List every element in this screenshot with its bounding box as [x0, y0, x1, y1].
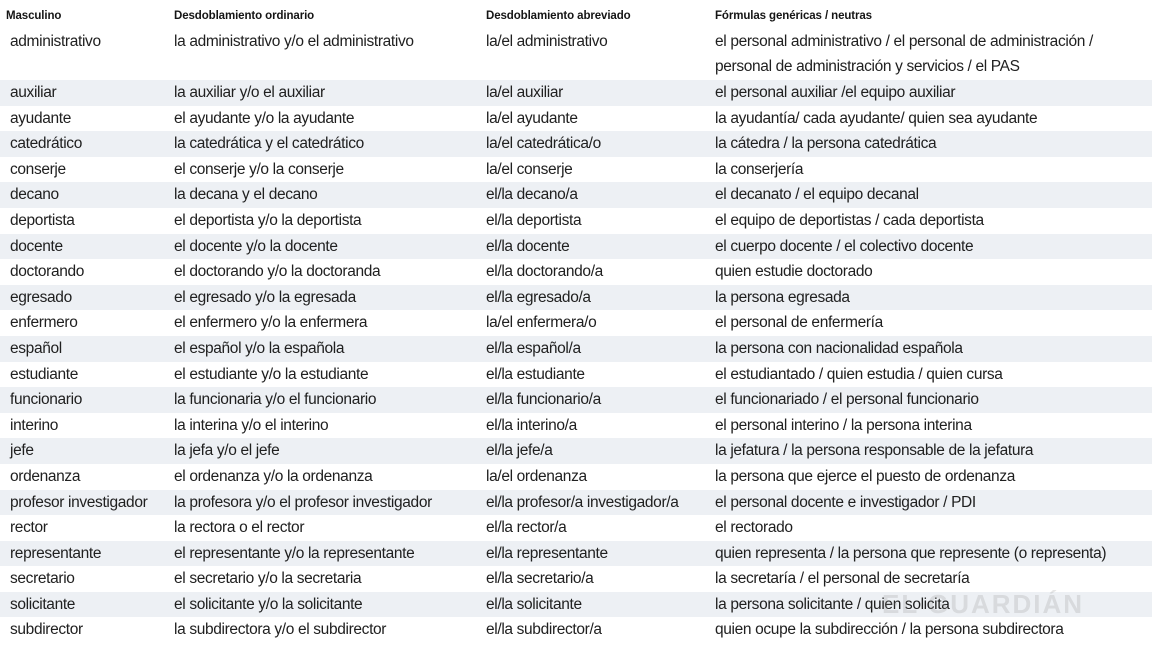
cell-ordinario: la decana y el decano — [174, 186, 318, 204]
cell-abreviado: el/la solicitante — [486, 595, 582, 613]
cell-generica: la persona egresada — [715, 288, 850, 306]
cell-ordinario: el deportista y/o la deportista — [174, 211, 362, 229]
cell-ordinario: la profesora y/o el profesor investigador — [174, 493, 432, 511]
table-row — [0, 208, 1152, 234]
cell-ordinario: la rectora o el rector — [174, 519, 305, 537]
table-row — [0, 106, 1152, 132]
cell-ordinario: el docente y/o la docente — [174, 237, 338, 255]
cell-abreviado: el/la español/a — [486, 339, 581, 357]
cell-masculino: funcionario — [10, 391, 82, 409]
cell-generica: el decanato / el equipo decanal — [715, 186, 919, 204]
cell-masculino: solicitante — [10, 595, 76, 613]
cell-generica: el personal administrativo / el personal de administración / personal de administración y servicios / el PAS — [715, 33, 1093, 75]
cell-abreviado: la/el conserje — [486, 160, 573, 178]
cell-abreviado: el/la subdirector/a — [486, 621, 602, 639]
table-row — [0, 515, 1152, 541]
cell-abreviado: el/la deportista — [486, 211, 582, 229]
cell-generica: el personal de enfermería — [715, 314, 883, 332]
table-row — [0, 234, 1152, 260]
cell-ordinario: el solicitante y/o la solicitante — [174, 595, 363, 613]
cell-masculino: rector — [10, 519, 48, 537]
cell-generica: la conserjería — [715, 160, 804, 178]
header-desdoblamiento-ordinario: Desdoblamiento ordinario — [174, 10, 315, 22]
table-row — [0, 362, 1152, 388]
cell-masculino: español — [10, 339, 62, 357]
cell-generica: el rectorado — [715, 519, 793, 537]
table-row — [0, 464, 1152, 490]
cell-abreviado: el/la profesor/a investigador/a — [486, 493, 679, 511]
cell-abreviado: el/la estudiante — [486, 365, 585, 383]
table-row — [0, 566, 1152, 592]
table-row — [0, 157, 1152, 183]
cell-ordinario: la interina y/o el interino — [174, 416, 329, 434]
cell-generica: la secretaría / el personal de secretaría — [715, 570, 970, 588]
header-masculino: Masculino — [6, 10, 62, 22]
table-row — [0, 336, 1152, 362]
cell-ordinario: el conserje y/o la conserje — [174, 160, 344, 178]
cell-abreviado: el/la jefe/a — [486, 442, 553, 460]
cell-abreviado: la/el catedrática/o — [486, 135, 601, 153]
table-row — [0, 28, 1152, 80]
cell-masculino: profesor investigador — [10, 493, 148, 511]
cell-ordinario: el estudiante y/o la estudiante — [174, 365, 369, 383]
cell-generica: la cátedra / la persona catedrática — [715, 135, 937, 153]
cell-generica: el personal interino / la persona interina — [715, 416, 972, 434]
cell-masculino: representante — [10, 544, 102, 562]
cell-generica: el estudiantado / quien estudia / quien cursa — [715, 365, 1003, 383]
cell-generica: el personal auxiliar /el equipo auxiliar — [715, 84, 956, 101]
table-row — [0, 617, 1152, 643]
cell-generica: la persona solicitante / quien solicita — [715, 595, 950, 613]
cell-abreviado: la/el administrativo — [486, 33, 608, 50]
header-formulas-genericas: Fórmulas genéricas / neutras — [715, 10, 872, 22]
cell-ordinario: el representante y/o la representante — [174, 544, 415, 562]
cell-masculino: auxiliar — [10, 84, 57, 101]
cell-masculino: ordenanza — [10, 467, 81, 485]
cell-ordinario: el doctorando y/o la doctoranda — [174, 263, 381, 281]
cell-masculino: jefe — [10, 442, 34, 460]
cell-ordinario: el secretario y/o la secretaria — [174, 570, 362, 588]
cell-masculino: estudiante — [10, 365, 79, 383]
cell-abreviado: el/la representante — [486, 544, 608, 562]
table-header — [0, 0, 1152, 28]
cell-abreviado: el/la doctorando/a — [486, 263, 603, 281]
cell-abreviado: el/la decano/a — [486, 186, 578, 204]
cell-generica: la persona con nacionalidad española — [715, 339, 963, 357]
table-row — [0, 387, 1152, 413]
cell-masculino: administrativo — [10, 33, 101, 50]
table-row — [0, 438, 1152, 464]
cell-masculino: conserje — [10, 160, 66, 178]
cell-generica: el personal docente e investigador / PDI — [715, 493, 976, 511]
cell-generica: la ayudantía/ cada ayudante/ quien sea ayudante — [715, 109, 1038, 127]
cell-abreviado: el/la funcionario/a — [486, 391, 601, 409]
cell-masculino: secretario — [10, 570, 75, 588]
cell-masculino: docente — [10, 237, 63, 255]
cell-generica: el cuerpo docente / el colectivo docente — [715, 237, 974, 255]
cell-generica: quien representa / la persona que represente (o representa) — [715, 544, 1107, 562]
cell-ordinario: la administrativo y/o el administrativo — [174, 33, 414, 50]
cell-generica: quien ocupe la subdirección / la persona subdirectora — [715, 621, 1064, 639]
cell-masculino: egresado — [10, 288, 72, 306]
table-row — [0, 592, 1152, 618]
cell-ordinario: la subdirectora y/o el subdirector — [174, 621, 387, 639]
table-row — [0, 285, 1152, 311]
cell-abreviado: el/la docente — [486, 237, 570, 255]
cell-ordinario: el egresado y/o la egresada — [174, 288, 356, 306]
table-body — [0, 28, 1152, 643]
cell-masculino: deportista — [10, 211, 75, 229]
cell-generica: la jefatura / la persona responsable de la jefatura — [715, 442, 1034, 460]
table-row — [0, 310, 1152, 336]
cell-masculino: subdirector — [10, 621, 83, 639]
table-row — [0, 182, 1152, 208]
cell-generica: quien estudie doctorado — [715, 263, 873, 281]
cell-abreviado: la/el ayudante — [486, 109, 578, 127]
cell-ordinario: el ordenanza y/o la ordenanza — [174, 467, 373, 485]
cell-ordinario: el ayudante y/o la ayudante — [174, 109, 355, 127]
cell-generica: el equipo de deportistas / cada deportista — [715, 211, 984, 229]
cell-abreviado: el/la interino/a — [486, 416, 577, 434]
table-row — [0, 80, 1152, 106]
table-row — [0, 259, 1152, 285]
cell-ordinario: la auxiliar y/o el auxiliar — [174, 84, 325, 101]
cell-ordinario: el español y/o la española — [174, 339, 345, 357]
cell-ordinario: la funcionaria y/o el funcionario — [174, 391, 377, 409]
cell-masculino: decano — [10, 186, 59, 204]
cell-masculino: enfermero — [10, 314, 78, 332]
table-row — [0, 541, 1152, 567]
cell-abreviado: el/la rector/a — [486, 519, 567, 537]
watermark: EL GUARDIÁN — [882, 589, 1085, 619]
cell-masculino: interino — [10, 416, 59, 434]
cell-abreviado: la/el ordenanza — [486, 467, 587, 485]
cell-ordinario: la jefa y/o el jefe — [174, 442, 280, 460]
cell-generica: el funcionariado / el personal funcionario — [715, 391, 979, 409]
cell-abreviado: el/la secretario/a — [486, 570, 594, 588]
cell-masculino: catedrático — [10, 135, 82, 153]
table-row — [0, 131, 1152, 157]
cell-abreviado: el/la egresado/a — [486, 288, 591, 306]
cell-ordinario: el enfermero y/o la enfermera — [174, 314, 368, 332]
cell-masculino: ayudante — [10, 109, 71, 127]
cell-masculino: doctorando — [10, 263, 85, 281]
cell-generica: la persona que ejerce el puesto de ordenanza — [715, 467, 1015, 485]
header-desdoblamiento-abreviado: Desdoblamiento abreviado — [486, 10, 631, 22]
cell-abreviado: la/el auxiliar — [486, 84, 563, 101]
cell-abreviado: la/el enfermera/o — [486, 314, 597, 332]
cell-ordinario: la catedrática y el catedrático — [174, 135, 364, 153]
table-row — [0, 490, 1152, 516]
table-row — [0, 413, 1152, 439]
